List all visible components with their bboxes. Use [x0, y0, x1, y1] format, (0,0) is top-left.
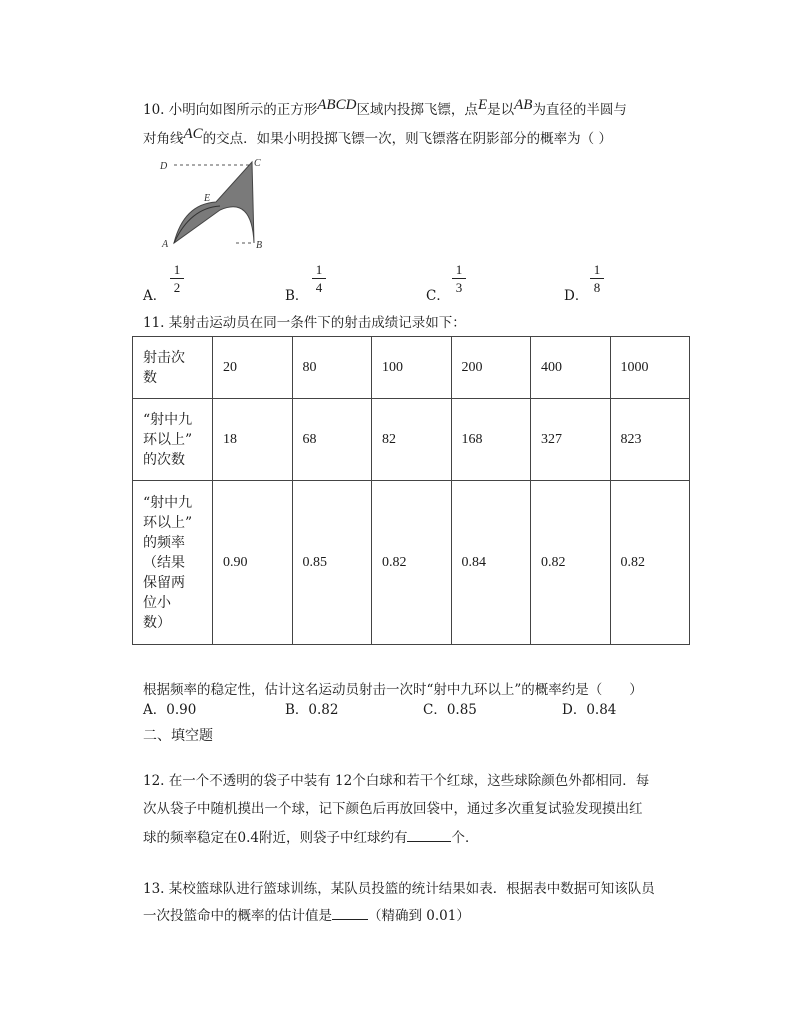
- label-c: C: [254, 158, 261, 169]
- q10-option-d[interactable]: D．: [564, 288, 589, 304]
- q12-line3: 球的频率稳定在0.4附近，则袋子中红球约有 个．: [143, 827, 478, 848]
- q13-line2: 一次投篮命中的概率的估计值是 （精确到 0.01）: [143, 905, 470, 926]
- table-cell: 400: [531, 337, 611, 399]
- q10-option-c-fraction: 1 3: [452, 262, 466, 295]
- table-cell: 20: [213, 337, 293, 399]
- table-cell: 168: [451, 399, 531, 481]
- table-cell: 18: [213, 399, 293, 481]
- q10-line1: 10. 小明向如图所示的正方形ABCD区域内投掷飞镖，点E是以AB为直径的半圆与: [143, 97, 627, 118]
- table-cell: 100: [372, 337, 452, 399]
- table-cell: 0.82: [372, 481, 452, 645]
- table-cell: 327: [531, 399, 611, 481]
- table-cell: 68: [292, 399, 372, 481]
- q11-option-b[interactable]: B．0.82: [285, 702, 339, 718]
- answer-blank[interactable]: [407, 827, 451, 842]
- q10-option-a-fraction: 1 2: [170, 262, 184, 295]
- table-cell: 0.82: [610, 481, 690, 645]
- square-figure: [150, 152, 275, 252]
- q11-question: 根据频率的稳定性，估计这名运动员射击一次时“射中九环以上”的概率约是（ ）: [143, 682, 643, 698]
- table-row: [133, 481, 690, 645]
- label-a: A: [162, 239, 169, 250]
- q10-option-d-fraction: 1 8: [590, 262, 604, 295]
- table-cell: 200: [451, 337, 531, 399]
- table-cell: 0.90: [213, 481, 293, 645]
- score-table: [132, 336, 690, 645]
- table-cell: 0.82: [531, 481, 611, 645]
- math-e: E: [477, 97, 488, 113]
- table-cell: 0.85: [292, 481, 372, 645]
- q10-line2: 对角线AC的交点．如果小明投掷飞镖一次，则飞镖落在阴影部分的概率为（ ）: [143, 126, 612, 147]
- shaded-region: [174, 162, 254, 243]
- row-header: “射中九 环以上” 的次数: [133, 399, 213, 481]
- q11-stem: 11. 某射击运动员在同一条件下的射击成绩记录如下：: [143, 315, 466, 331]
- q12-line1: 12. 在一个不透明的袋子中装有 12个白球和若干个红球，这些球除颜色外都相同．每: [143, 773, 650, 789]
- math-ab: AB: [514, 97, 533, 113]
- answer-blank[interactable]: [332, 905, 368, 920]
- q10-option-b[interactable]: B．: [285, 288, 309, 304]
- q12-line2: 次从袋子中随机摸出一个球，记下颜色后再放回袋中，通过多次重复试验发现摸出红: [143, 801, 643, 817]
- table-cell: 1000: [610, 337, 690, 399]
- label-b: B: [256, 240, 263, 251]
- table-cell: 0.84: [451, 481, 531, 645]
- math-abcd: ABCD: [317, 97, 357, 113]
- table-row: [133, 399, 690, 481]
- table-cell: 80: [292, 337, 372, 399]
- row-header: 射击次 数: [133, 337, 213, 399]
- q13-line1: 13. 某校篮球队进行篮球训练，某队员投篮的统计结果如表．根据表中数据可知该队员: [143, 881, 655, 897]
- table-cell: 82: [372, 399, 452, 481]
- label-e: E: [204, 193, 211, 204]
- q10-option-a[interactable]: A．: [143, 288, 167, 304]
- label-d: D: [160, 161, 168, 172]
- section-title: 二、填空题: [143, 728, 213, 744]
- table-cell: 823: [610, 399, 690, 481]
- table-row: [133, 337, 690, 399]
- q10-option-b-fraction: 1 4: [312, 262, 326, 295]
- q11-option-a[interactable]: A．0.90: [143, 702, 197, 718]
- q10-option-c[interactable]: C．: [426, 288, 450, 304]
- math-ac: AC: [183, 126, 203, 142]
- row-header: “射中九 环以上” 的频率 （结果 保留两 位小 数）: [133, 481, 213, 645]
- q11-option-c[interactable]: C．0.85: [423, 702, 477, 718]
- q11-option-d[interactable]: D．0.84: [562, 702, 617, 718]
